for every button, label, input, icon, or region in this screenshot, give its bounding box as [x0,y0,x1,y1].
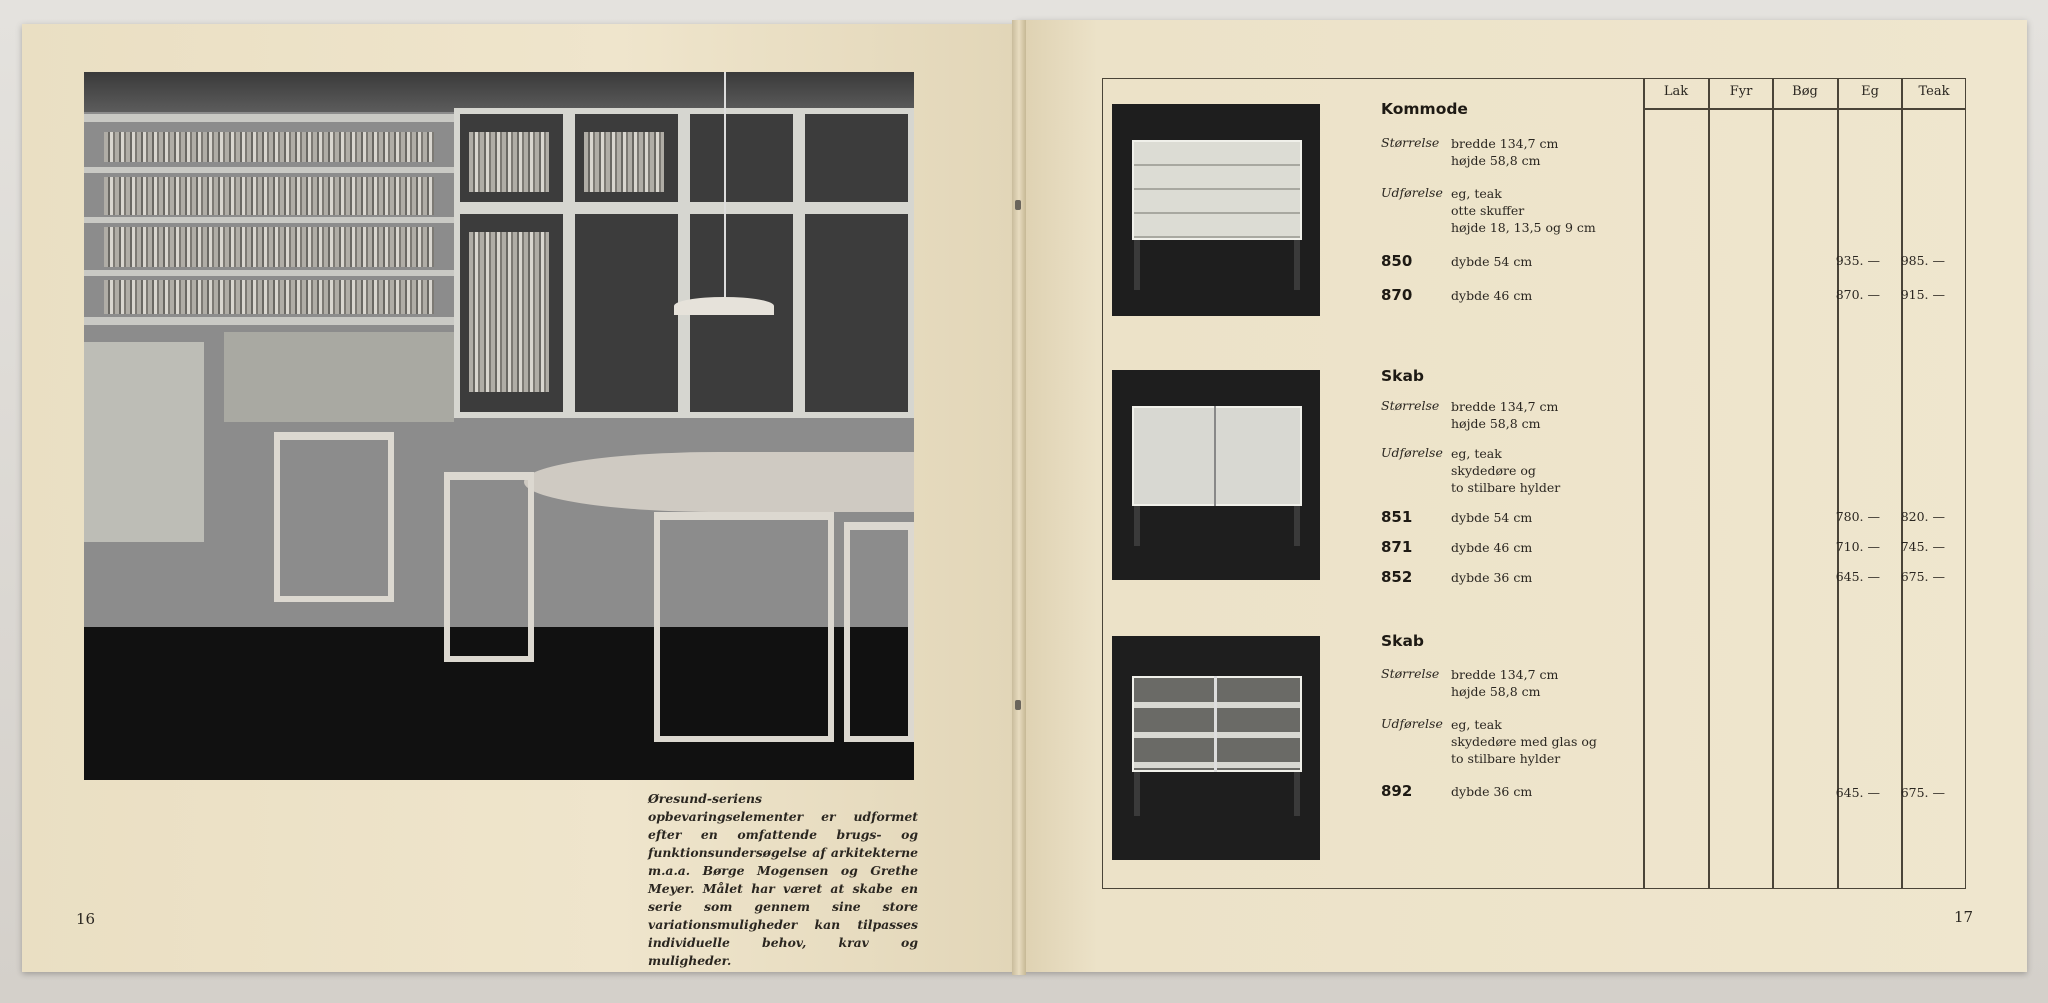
column-divider [1708,78,1710,889]
finish-line: otte skuffer [1451,203,1525,218]
size-line: højde 58,8 cm [1451,153,1541,168]
staple [1015,700,1021,710]
price-eg: 870. — [1835,287,1880,302]
product-title: Skab [1381,632,1425,650]
finish-line: to stilbare hylder [1451,751,1561,766]
finish-line: eg, teak [1451,717,1502,732]
depth: dybde 36 cm [1451,570,1533,585]
photo-caption: Øresund-seriens opbevaringselementer er udformet efter en omfattende brugs- og funktionsundersøgelse af arkitekterne m.a.a. Børge Mogensen og Grethe Meyer. Målet har været at skabe en serie som gennem sine store variationsmuligheder kan tilpasses individuelle behov, krav og muligheder. [648,791,918,968]
product-title: Skab [1381,367,1425,385]
price-eg: 710. — [1835,539,1880,554]
price-eg: 645. — [1835,569,1880,584]
price-eg: 645. — [1835,785,1880,800]
size-label: Størrelse [1381,398,1440,413]
column-divider [1772,78,1774,889]
depth: dybde 46 cm [1451,288,1533,303]
size-label: Størrelse [1381,666,1440,681]
staple [1015,200,1021,210]
product-code: 892 [1381,782,1413,800]
price-teak: 675. — [1900,569,1945,584]
interior-photo [84,72,914,780]
finish-line: skydedøre med glas og [1451,734,1597,749]
column-header-lak: Lak [1663,84,1689,99]
finish-line: to stilbare hylder [1451,480,1561,495]
depth: dybde 54 cm [1451,254,1533,269]
finish-line: eg, teak [1451,186,1502,201]
finish-label: Udførelse [1381,185,1443,200]
product-title: Kommode [1381,100,1468,118]
column-header-teak: Teak [1918,84,1950,99]
product-photo-kommode [1112,104,1320,316]
price-eg: 935. — [1835,253,1880,268]
price-teak: 820. — [1900,509,1945,524]
size-line: højde 58,8 cm [1451,684,1541,699]
finish-line: skydedøre og [1451,463,1536,478]
book-spine [1012,20,1026,975]
finish-line: eg, teak [1451,446,1502,461]
header-rule [1643,108,1966,110]
price-teak: 675. — [1900,785,1945,800]
price-eg: 780. — [1835,509,1880,524]
product-code: 851 [1381,508,1413,526]
depth: dybde 54 cm [1451,510,1533,525]
size-line: højde 58,8 cm [1451,416,1541,431]
price-teak: 745. — [1900,539,1945,554]
product-photo-skab [1112,370,1320,580]
product-code: 852 [1381,568,1413,586]
price-teak: 985. — [1900,253,1945,268]
product-code: 870 [1381,286,1413,304]
column-divider [1643,78,1645,889]
size-line: bredde 134,7 cm [1451,399,1559,414]
product-code: 850 [1381,252,1413,270]
page-number-right: 17 [1954,908,1974,926]
size-label: Størrelse [1381,135,1440,150]
size-line: bredde 134,7 cm [1451,667,1559,682]
product-code: 871 [1381,538,1413,556]
column-header-fyr: Fyr [1729,84,1753,99]
finish-label: Udførelse [1381,445,1443,460]
page-number-left: 16 [76,910,96,928]
finish-label: Udførelse [1381,716,1443,731]
finish-line: højde 18, 13,5 og 9 cm [1451,220,1596,235]
depth: dybde 46 cm [1451,540,1533,555]
depth: dybde 36 cm [1451,784,1533,799]
price-teak: 915. — [1900,287,1945,302]
column-header-bog: Bøg [1792,84,1818,99]
size-line: bredde 134,7 cm [1451,136,1559,151]
column-divider [1901,78,1903,889]
column-header-eg: Eg [1861,84,1879,99]
column-divider [1837,78,1839,889]
product-photo-skab-glass [1112,636,1320,860]
